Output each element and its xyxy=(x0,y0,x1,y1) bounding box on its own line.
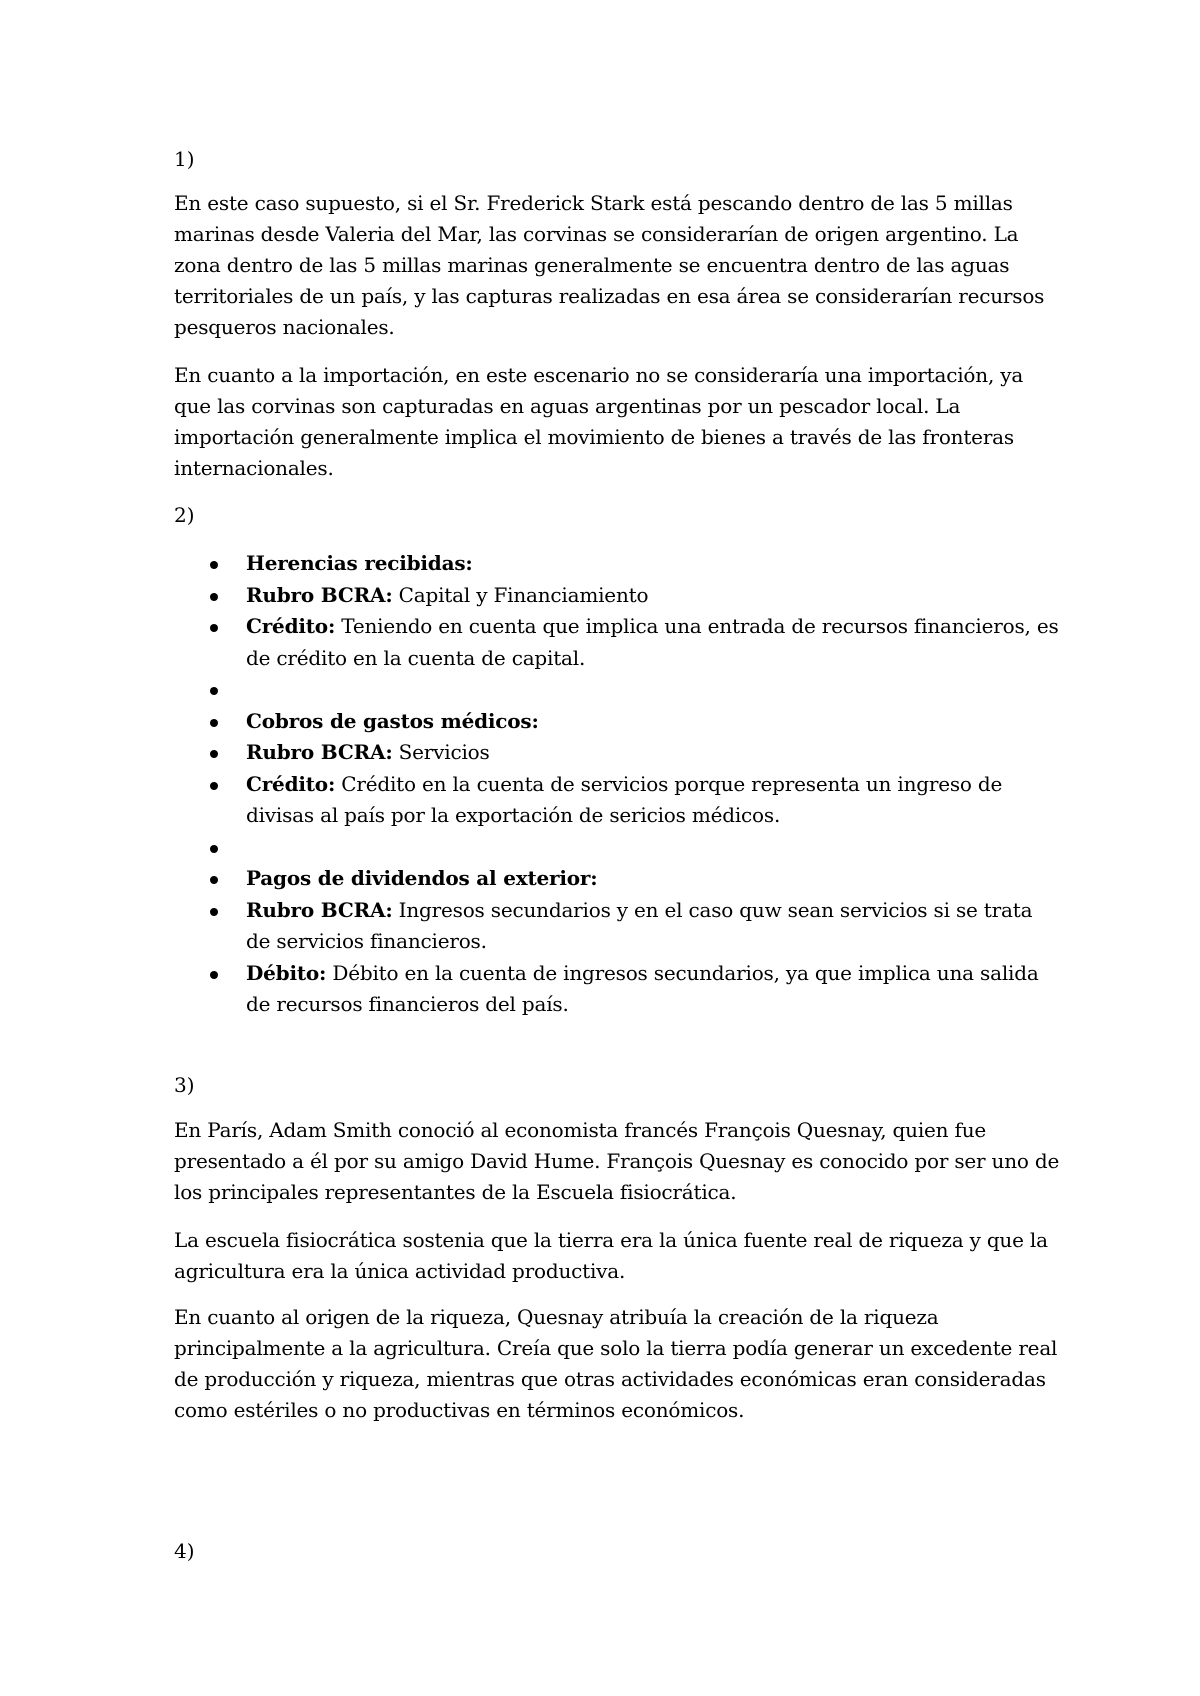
section-4 xyxy=(174,1536,1060,1566)
section-3-paragraph-1: En París, Adam Smith conoció al economista francés François Quesnay, quien fue presentado a él por su amigo David Hume. François Quesnay es conocido por ser uno de los principales representantes de la Escuela fisiocrática. xyxy=(174,1118,1060,1204)
list-item xyxy=(174,737,1060,769)
section-3-body-1 xyxy=(174,1115,1060,1208)
section-1 xyxy=(174,144,1060,174)
section-3-body-3 xyxy=(174,1302,1060,1426)
list-item-bold: Débito: xyxy=(246,960,327,985)
section-1-body-2 xyxy=(174,360,1060,484)
section-1-body xyxy=(174,188,1060,343)
bullet-icon xyxy=(210,971,218,979)
list-item xyxy=(174,895,1060,958)
list-item-text: Crédito en la cuenta de servicios porque representa un ingreso de divisas al país por la exportación de sericios médicos. xyxy=(246,771,1003,827)
list-item-text: Ingresos secundarios y en el caso quw sean servicios si se trata de servicios financieros. xyxy=(246,897,1033,953)
list-item-bold: Herencias recibidas: xyxy=(246,551,473,575)
list-item-bold: Pagos de dividendos al exterior: xyxy=(246,866,598,890)
list-item xyxy=(174,958,1060,1021)
list-item xyxy=(174,863,1060,895)
bullet-icon xyxy=(210,561,218,569)
list-item xyxy=(174,548,1060,580)
list-item-bold: Rubro BCRA: xyxy=(246,582,393,607)
bullet-icon xyxy=(210,908,218,916)
list-item-bold: Crédito: xyxy=(246,614,336,638)
section-1-number: 1) xyxy=(174,147,195,171)
section-2-number: 2) xyxy=(174,503,195,527)
bullet-icon xyxy=(210,593,218,601)
bullet-icon xyxy=(210,876,218,884)
list-item-empty xyxy=(174,832,1060,864)
list-item-text: Servicios xyxy=(392,740,490,764)
list-item xyxy=(174,706,1060,738)
list-item-text: Teniendo en cuenta que implica una entrada de recursos financieros, es de crédito en la cuenta de capital. xyxy=(246,614,1059,670)
list-item-bold: Rubro BCRA: xyxy=(246,897,393,922)
list-item-bold: Crédito: xyxy=(246,771,336,796)
section-3-body-2 xyxy=(174,1225,1060,1287)
bullet-icon xyxy=(210,624,218,632)
section-2-bullet-list xyxy=(174,548,1060,1021)
section-3-number: 3) xyxy=(174,1073,195,1097)
list-item xyxy=(174,769,1060,832)
section-3-paragraph-3: En cuanto al origen de la riqueza, Quesnay atribuía la creación de la riqueza principalmente a la agricultura. Creía que solo la tierra podía generar un excedente real de producción y riqueza, mientras que otras actividades económicas eran consideradas como estériles o no productivas en términos económicos. xyxy=(174,1305,1058,1422)
bullet-icon xyxy=(210,845,218,853)
list-item-bold: Cobros de gastos médicos: xyxy=(246,708,539,733)
list-item-text: Débito en la cuenta de ingresos secundarios, ya que implica una salida de recursos financieros del país. xyxy=(246,960,1039,1016)
list-item xyxy=(174,580,1060,612)
list-item xyxy=(174,611,1060,674)
section-2-list xyxy=(174,548,1060,1021)
section-3-paragraph-2: La escuela fisiocrática sostenia que la tierra era la única fuente real de riqueza y que la agricultura era la única actividad productiva. xyxy=(174,1228,1048,1283)
list-item-text: Capital y Financiamiento xyxy=(392,582,649,607)
bullet-icon xyxy=(210,782,218,790)
section-4-number: 4) xyxy=(174,1539,195,1563)
section-1-paragraph-2: En cuanto a la importación, en este escenario no se consideraría una importación, ya que las corvinas son capturadas en aguas argentinas por un pescador local. La importación generalmente implica el movimiento de bienes a través de las fronteras internacionales. xyxy=(174,363,1024,480)
bullet-icon xyxy=(210,687,218,695)
section-2 xyxy=(174,500,1060,530)
list-item-bold: Rubro BCRA: xyxy=(246,740,393,764)
bullet-icon xyxy=(210,750,218,758)
bullet-icon xyxy=(210,719,218,727)
section-3 xyxy=(174,1070,1060,1100)
section-1-paragraph-1: En este caso supuesto, si el Sr. Frederick Stark está pescando dentro de las 5 millas marinas desde Valeria del Mar, las corvinas se considerarían de origen argentino. La zona dentro de las 5 millas marinas generalmente se encuentra dentro de las aguas territoriales de un país, y las capturas realizadas en esa área se considerarían recursos pesqueros nacionales. xyxy=(174,191,1045,339)
list-item-empty xyxy=(174,674,1060,706)
